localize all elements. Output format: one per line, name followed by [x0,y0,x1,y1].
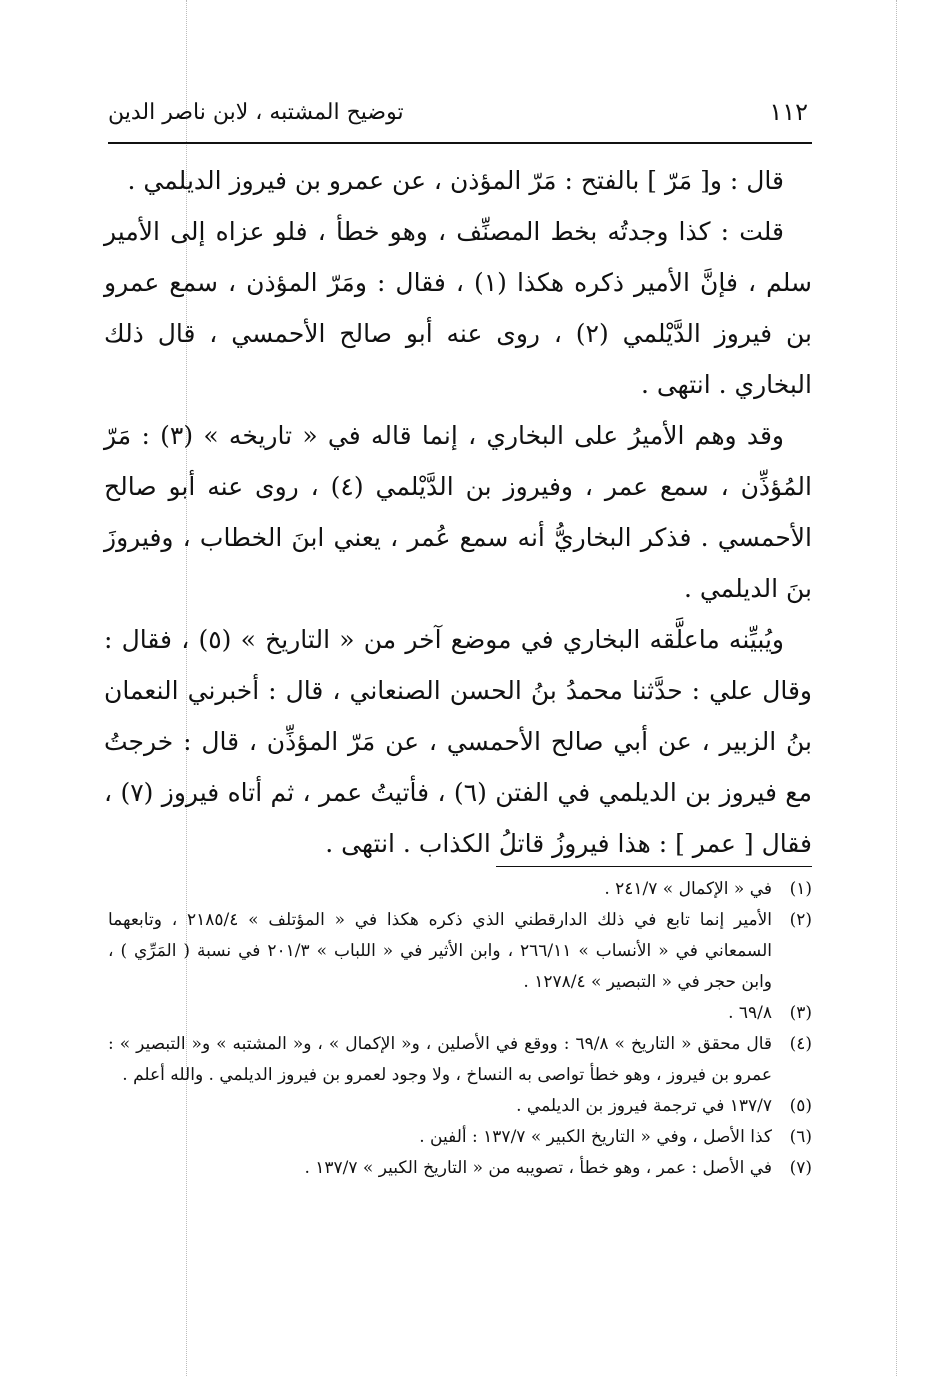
paragraph: قال : و[ مَرّ ] بالفتح : مَرّ المؤذن ، عن عمرو بن فيروز الديلمي . [127,166,784,195]
footnote [108,874,812,905]
footnote [108,998,812,1029]
footnote [108,1029,812,1091]
footnote [108,905,812,998]
paragraph: ويُبيِّنه ماعلَّقه البخاري في موضع آخر من « التاريخ » (٥) ، فقال : وقال علي : حدَّثنا محمدُ بنُ الحسن الصنعاني ، قال : أخبرني النعمان بنُ الزبير ، عن أبي صالح الأحمسي ، عن مَرّ المؤذِّن ، قال : خرجتُ مع فيروز بن الديلمي في الفتن (٦) ، فأتيتُ عمر ، ثم أتاه فيروز (٧) ، فقال [ عمر ] : هذا فيروزُ قاتلُ الكذاب . انتهى . [104,625,812,858]
paragraph: وقد وهم الأميرُ على البخاري ، إنما قاله في « تاريخه » (٣) : مَرّ المُؤذِّن ، سمع عمر ، وفيروز بن الدَّيْلمي (٤) ، روى عنه أبو صالح الأحمسي . فذكر البخاريُّ أنه سمع عُمر ، يعني ابنَ الخطاب ، وفيروزَ بنَ الديلمي . [104,421,812,603]
footnote-number: (١) [789,879,812,899]
footnote-number: (٢) [789,910,812,930]
footnote-text: في « الإكمال » ٢٤١/٧ . [604,879,772,899]
footnote-text: قال محقق « التاريخ » ٦٩/٨ : ووقع في الأصلين ، و« الإكمال » ، و« المشتبه » و« التبصير » : عمرو بن فيروز ، وهو خطأ تواصى به النساخ ، ولا وجود لعمرو بن فيروز الديلمي . والله أعلم . [108,1034,772,1085]
footnote [108,1091,812,1122]
footnote [108,1153,812,1184]
footnote-text: ١٣٧/٧ في ترجمة فيروز بن الديلمي . [516,1096,772,1116]
footnote-number: (٦) [789,1127,812,1147]
running-title: توضيح المشتبه ، لابن ناصر الدين [108,99,404,125]
main-text [104,155,812,869]
page-number: ١١٢ [769,98,808,126]
paragraph: قلت : كذا وجدتُه بخط المصنِّف ، وهو خطأ ، فلو عزاه إلى الأمير سلم ، فإنَّ الأمير ذكره هكذا (١) ، فقال : ومَرّ المؤذن ، سمع عمرو بن فيروز الدَّيْلمي (٢) ، روى عنه أبو صالح الأحمسي ، قال ذلك البخاري . انتهى . [104,217,813,399]
footnote-number: (٥) [789,1096,812,1116]
footnote-text: ٦٩/٨ . [728,1003,772,1023]
footnotes [108,874,812,1184]
scan-guide-line [896,0,897,1376]
footnote-text: الأمير إنما تابع في ذلك الدارقطني الذي ذكره هكذا في « المؤتلف » ٢١٨٥/٤ ، وتابعهما السمعاني في « الأنساب » ٢٦٦/١١ ، وابن الأثير في « اللباب » ٢٠١/٣ في نسبة ( المَرِّي ) ، وابن حجر في « التبصير » ١٢٧٨/٤ . [108,910,772,992]
page-header [108,92,808,132]
header-rule [108,142,812,144]
footnote-text: كذا الأصل ، وفي « التاريخ الكبير » ١٣٧/٧ : ألفين . [419,1127,772,1147]
footnote-text: في الأصل : عمر ، وهو خطأ ، تصويبه من « التاريخ الكبير » ١٣٧/٧ . [304,1158,772,1178]
footnote-number: (٤) [789,1034,812,1054]
footnote-separator [496,866,812,867]
footnote [108,1122,812,1153]
footnote-number: (٧) [789,1158,812,1178]
footnote-number: (٣) [789,1003,812,1023]
